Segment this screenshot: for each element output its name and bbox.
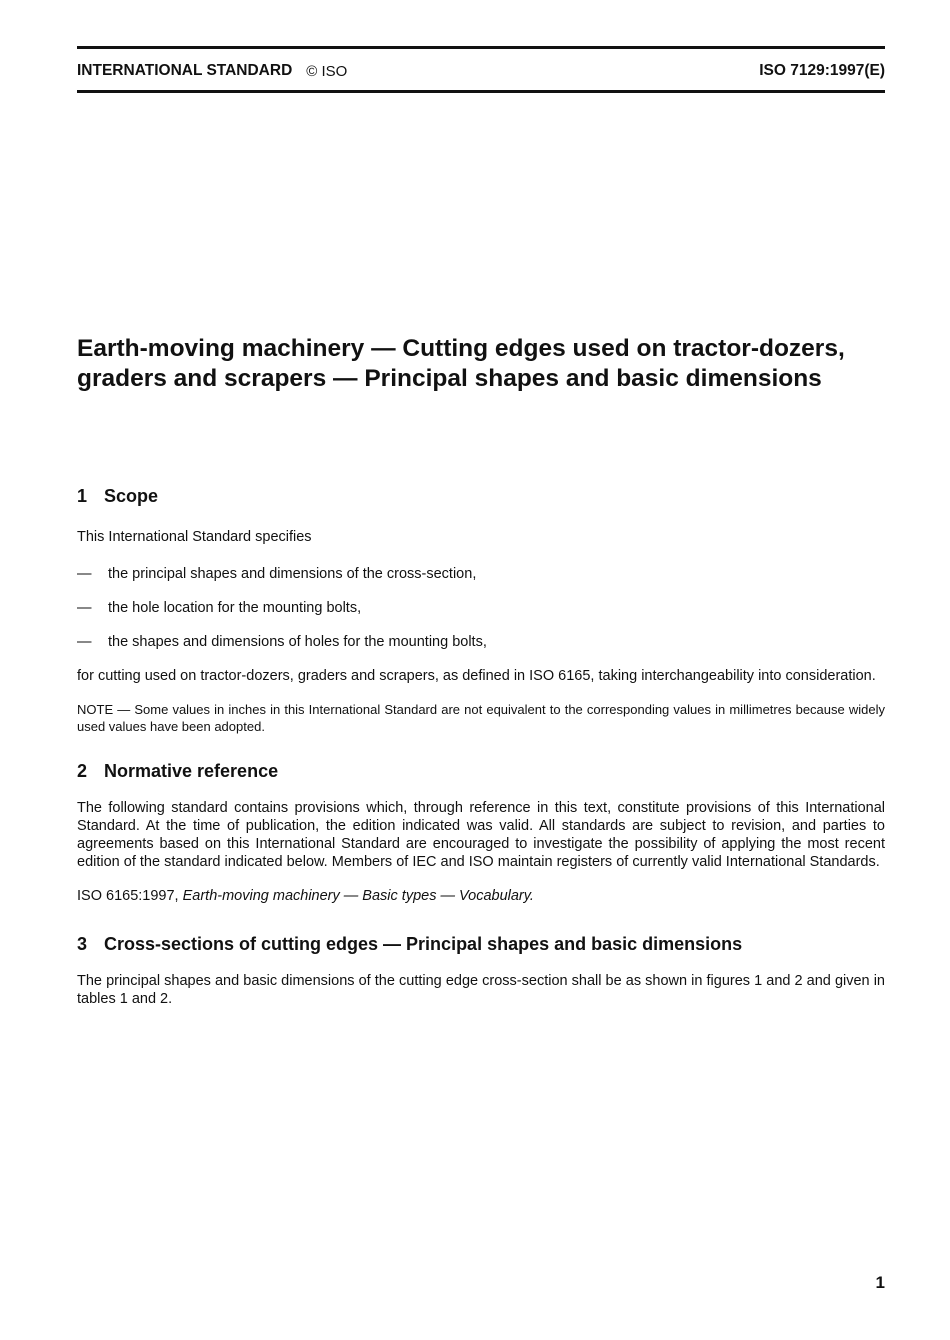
- header-standard-label: INTERNATIONAL STANDARD: [77, 62, 293, 79]
- cross-sections-body: The principal shapes and basic dimensions of the cutting edge cross-section shall be as shown in figures 1 and 2 and given in tables 1 and 2.: [77, 973, 885, 1007]
- section-heading: [77, 484, 885, 508]
- list-item-text: the shapes and dimensions of holes for the mounting bolts,: [108, 634, 487, 650]
- list-item-text: the hole location for the mounting bolts,: [108, 600, 362, 616]
- scope-closing: for cutting used on tractor-dozers, graders and scrapers, as defined in ISO 6165, taking interchangeability into consideration.: [77, 668, 876, 684]
- section-title: Cross-sections of cutting edges — Principal shapes and basic dimensions: [104, 934, 743, 954]
- title-line-1: Earth-moving machinery — Cutting edges used on tractor-dozers,: [77, 335, 845, 362]
- header-left: [77, 62, 347, 80]
- citation-title: Earth-moving machinery — Basic types — Vocabulary.: [182, 888, 534, 904]
- header-doc-id: ISO 7129:1997(E): [759, 62, 885, 79]
- scope-intro: This International Standard specifies: [77, 529, 312, 545]
- citation-code: ISO 6165:1997,: [77, 888, 183, 904]
- section-number: 1: [77, 486, 88, 506]
- section-number: 3: [77, 934, 88, 954]
- list-item-text: the principal shapes and dimensions of the cross-section,: [108, 566, 477, 582]
- scope-note: NOTE — Some values in inches in this International Standard are not equivalent to the corresponding values in millimetres because widely used values have been adopted.: [77, 702, 885, 734]
- section-heading: [77, 932, 885, 956]
- section-heading: [77, 759, 885, 783]
- document-body: [77, 484, 885, 1008]
- normative-reference-citation: [77, 887, 885, 905]
- section-cross-sections: [77, 932, 885, 1008]
- list-item: [77, 633, 885, 651]
- section-title: Normative reference: [104, 761, 279, 781]
- list-dash: —: [77, 600, 92, 616]
- header-top-rule: [77, 46, 885, 49]
- header-bottom-rule: [77, 90, 885, 93]
- section-normative-reference: [77, 759, 885, 905]
- page-header: [77, 58, 885, 84]
- list-item: [77, 565, 885, 583]
- list-item: [77, 599, 885, 617]
- header-copyright: © ISO: [306, 62, 348, 80]
- section-number: 2: [77, 761, 88, 781]
- title-line-2: graders and scrapers — Principal shapes and basic dimensions: [77, 365, 822, 392]
- list-dash: —: [77, 634, 92, 650]
- section-scope: [77, 484, 885, 735]
- page-number: 1: [875, 1273, 885, 1292]
- list-dash: —: [77, 566, 92, 582]
- document-title: [77, 334, 897, 394]
- section-title: Scope: [104, 486, 159, 506]
- normative-reference-body: The following standard contains provisions which, through reference in this text, constitute provisions of this International Standard. At the time of publication, the edition indicated was valid. All standards are subject to revision, and parties to agreements based on this International Standard are encouraged to investigate the possibility of applying the most recent edition of the standard indicated below. Members of IEC and ISO maintain registers of currently valid International Standards.: [77, 800, 885, 870]
